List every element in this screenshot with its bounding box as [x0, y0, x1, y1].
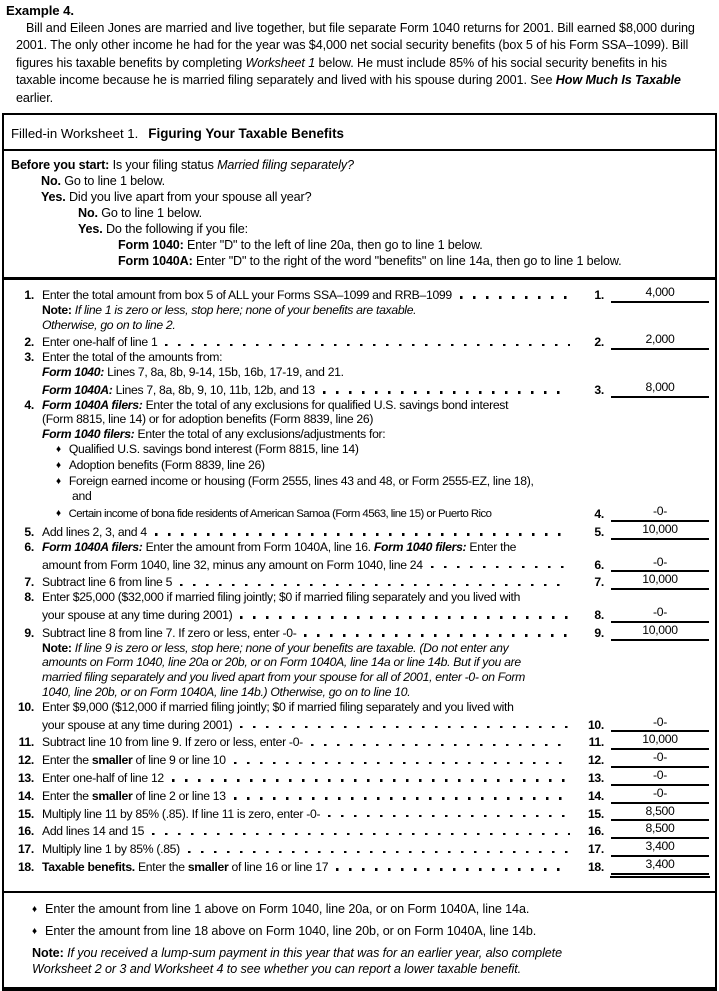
dot-leader — [460, 296, 570, 298]
text-segment: Yes. — [78, 222, 103, 237]
worksheet-row — [10, 732, 711, 750]
line-number: 7. — [24, 575, 34, 590]
before-row — [11, 173, 709, 189]
before-row — [11, 221, 709, 237]
row-text — [42, 608, 232, 623]
line-number: 3. — [24, 350, 34, 365]
worksheet-row — [10, 365, 711, 380]
dot-leader — [240, 616, 570, 618]
text-segment: Lines 7, 8a, 8b, 9-14, 15b, 16b, 17-19, and 21. — [104, 365, 344, 380]
before-row — [11, 237, 709, 253]
worksheet-row — [10, 555, 711, 573]
row-text — [42, 558, 423, 573]
text-segment: your spouse at any time during 2001) — [42, 717, 233, 732]
text-segment: No. — [41, 174, 61, 189]
text-segment: Subtract line 10 from line 9. If zero or less, enter -0- — [42, 735, 303, 750]
text-segment: your spouse at any time during 2001) — [42, 607, 233, 622]
line-number: 4. — [24, 397, 34, 412]
worksheet-row — [10, 655, 711, 670]
text-segment: Form 1040 filers: — [42, 427, 135, 442]
text-segment: Bill and Eileen Jones are married and live together, but file separate Form 1040 returns for 2001. Bill earned $8,000 during 2001. The only other income he had for the year was $4,000 net social security benefits (box 5 of his Form SSA–1099). Bill figures his taxable benefits by completing — [16, 21, 695, 70]
worksheet-row — [10, 750, 711, 768]
before-you-start-section — [4, 151, 715, 280]
row-text — [32, 945, 562, 961]
row-text — [11, 189, 311, 205]
example-section — [0, 0, 719, 107]
line-number: 14. — [17, 788, 34, 803]
row-text — [42, 474, 534, 490]
text-segment: Form 1040: — [42, 365, 105, 380]
worksheet-row — [10, 540, 711, 555]
worksheet-title-main: Figuring Your Taxable Benefits — [148, 126, 344, 142]
amount-value: -0- — [611, 605, 709, 623]
worksheet-title — [4, 115, 715, 151]
row-text — [42, 383, 315, 398]
amount-line-number: 11. — [588, 735, 604, 750]
worksheet-row — [10, 590, 711, 605]
worksheet-footer-section — [4, 893, 715, 987]
amount-value: 8,500 — [611, 821, 709, 839]
line-number: 16. — [17, 824, 34, 839]
text-segment: Enter the total of any exclusions/adjustments for: — [134, 427, 386, 442]
text-segment: of line 16 or line 17 — [228, 859, 329, 874]
text-segment: Enter the — [42, 788, 92, 803]
footer-row — [32, 901, 707, 918]
worksheet-row — [10, 685, 711, 700]
text-segment: Enter the — [466, 539, 517, 554]
before-row — [11, 157, 709, 173]
dot-leader — [240, 726, 570, 728]
worksheet-row — [10, 768, 711, 786]
bullet-icon: ♦ — [56, 508, 61, 520]
worksheet-row — [10, 670, 711, 685]
bullet-icon: ♦ — [56, 459, 61, 471]
text-segment: Yes. — [41, 190, 66, 205]
text-segment: Is your filing status — [109, 158, 218, 173]
dot-leader — [180, 584, 570, 586]
dot-leader — [336, 868, 570, 870]
text-segment: Go to line 1 below. — [97, 206, 202, 221]
row-text — [11, 253, 622, 269]
text-segment: Enter one-half of line 12 — [42, 770, 164, 785]
worksheet-row — [10, 427, 711, 442]
row-text — [42, 350, 222, 365]
example-paragraph — [16, 20, 710, 107]
dot-leader — [431, 566, 570, 568]
worksheet-lines-section — [4, 280, 715, 893]
amount-line-number: 1. — [594, 288, 604, 303]
worksheet-row — [10, 623, 711, 641]
row-text — [42, 590, 520, 605]
worksheet-row — [10, 332, 711, 350]
footer-row — [32, 923, 707, 940]
text-segment: Note: — [32, 945, 64, 960]
worksheet-row — [10, 715, 711, 733]
worksheet-row — [10, 303, 711, 318]
text-segment: Enter "D" to the right of the word "benefits" on line 14a, then go to line 1 below. — [192, 254, 622, 269]
amount-value: -0- — [611, 715, 709, 733]
row-text — [42, 842, 180, 857]
row-text — [42, 489, 91, 504]
bullet-icon: ♦ — [56, 475, 61, 487]
before-row — [11, 205, 709, 221]
worksheet-row — [10, 641, 711, 656]
worksheet-row — [10, 350, 711, 365]
worksheet-title-prefix: Filled-in Worksheet 1. — [11, 126, 139, 142]
text-segment: Married filing separately? — [217, 158, 354, 173]
row-text — [42, 824, 144, 839]
text-segment: Enter $25,000 ($32,000 if married filing jointly; $0 if married filing separately and you lived with — [42, 590, 521, 605]
line-number: 11. — [18, 735, 34, 750]
line-number: 9. — [24, 625, 34, 640]
text-segment: How Much Is Taxable — [555, 73, 681, 88]
text-segment: Note: — [42, 302, 72, 317]
worksheet-row — [10, 572, 711, 590]
worksheet-row — [10, 804, 711, 822]
amount-line-number: 15. — [587, 806, 604, 821]
text-segment: Lines 7, 8a, 8b, 9, 10, 11b, 12b, and 13 — [112, 382, 315, 397]
text-segment: Subtract line 8 from line 7. If zero or less, enter -0- — [42, 625, 297, 640]
row-text — [42, 670, 525, 685]
amount-line-number: 13. — [587, 770, 604, 785]
worksheet-row — [10, 504, 711, 522]
worksheet-row — [10, 458, 711, 474]
row-text — [42, 655, 521, 670]
amount-value: 3,400 — [611, 839, 709, 857]
text-segment: Enter the total amount from box 5 of ALL your Forms SSA–1099 and RRB–1099 — [42, 288, 452, 303]
row-text — [32, 901, 529, 918]
text-segment: Form 1040A filers: — [42, 397, 143, 412]
text-segment: Form 1040A filers: — [42, 539, 143, 554]
text-segment: 1040, line 20b, or on Form 1040A, line 14b.) Otherwise, go on to line 10. — [42, 684, 411, 699]
dot-leader — [172, 779, 570, 781]
text-segment: Do the following if you file: — [102, 222, 248, 237]
row-text — [42, 771, 164, 786]
text-segment: Qualified U.S. savings bond interest (Form 8815, line 14) — [68, 442, 359, 456]
text-segment: Form 1040 filers: — [373, 539, 467, 554]
text-segment: If line 9 is zero or less, stop here; none of your benefits are taxable. (Do not enter any — [71, 640, 509, 655]
worksheet-row — [10, 522, 711, 540]
amount-value: 8,000 — [611, 380, 709, 398]
row-text — [11, 237, 483, 253]
text-segment: Enter $9,000 ($12,000 if married filing jointly; $0 if married filing separately and you lived with — [42, 699, 514, 714]
amount-value: 3,400 — [611, 857, 709, 875]
worksheet-row — [10, 412, 711, 427]
amount-value: 10,000 — [611, 572, 709, 590]
row-text — [11, 157, 354, 173]
line-number: 5. — [24, 524, 34, 539]
text-segment: Worksheet 2 or 3 and Worksheet 4 to see whether you can report a lower taxable benefit. — [32, 961, 522, 976]
text-segment: Enter the amount from line 1 above on Form 1040, line 20a, or on Form 1040A, line 14a. — [45, 901, 530, 916]
worksheet-row — [10, 285, 711, 303]
amount-line-number: 18. — [587, 859, 604, 874]
line-number: 2. — [24, 335, 34, 350]
bullet-icon: ♦ — [32, 903, 38, 915]
dot-leader — [323, 391, 570, 393]
amount-value: -0- — [611, 786, 709, 804]
text-segment: If you received a lump-sum payment in this year that was for an earlier year, also complete — [63, 945, 562, 960]
row-text — [42, 365, 344, 380]
worksheet-row — [10, 474, 711, 490]
row-text — [42, 525, 147, 540]
amount-line-number: 9. — [594, 625, 604, 640]
text-segment: (Form 8815, line 14) or for adoption benefits (Form 8839, line 26) — [42, 412, 374, 427]
text-segment: Multiply line 1 by 85% (.85) — [42, 842, 180, 857]
amount-line-number: 2. — [594, 335, 604, 350]
row-text — [42, 753, 226, 768]
amount-line-number: 5. — [594, 524, 604, 539]
text-segment: Certain income of bona fide residents of American Samoa (Form 4563, line 15) or Puerto Rico — [68, 508, 492, 521]
worksheet-row — [10, 857, 711, 875]
row-text — [42, 442, 359, 458]
worksheet-row — [10, 700, 711, 715]
row-text — [42, 641, 508, 656]
line-number: 13. — [17, 770, 34, 785]
line-number: 17. — [17, 842, 34, 857]
row-text — [42, 807, 320, 822]
text-segment: smaller — [91, 753, 133, 768]
worksheet-row — [10, 442, 711, 458]
amount-value: 10,000 — [611, 522, 709, 540]
row-text — [42, 735, 303, 750]
dot-leader — [328, 815, 570, 817]
dot-leader — [188, 851, 570, 853]
row-text — [42, 700, 514, 715]
amount-value: -0- — [611, 768, 709, 786]
amount-value: 2,000 — [611, 332, 709, 350]
before-row — [11, 253, 709, 269]
worksheet-row — [10, 398, 711, 413]
text-segment: Add lines 2, 3, and 4 — [42, 524, 147, 539]
text-segment: Did you live apart from your spouse all year? — [65, 190, 312, 205]
text-segment: Worksheet 1 — [245, 55, 316, 70]
worksheet-row — [10, 821, 711, 839]
amount-value: 4,000 — [611, 285, 709, 303]
amount-line-number: 4. — [594, 507, 604, 522]
dot-leader — [165, 344, 570, 346]
worksheet-row — [10, 839, 711, 857]
dot-leader — [155, 533, 570, 535]
line-number: 1. — [24, 288, 34, 303]
text-segment: Form 1040A: — [118, 254, 193, 269]
row-text — [42, 398, 508, 413]
text-segment: Adoption benefits (Form 8839, line 26) — [68, 457, 265, 472]
row-text — [42, 575, 172, 590]
before-row — [11, 189, 709, 205]
amount-line-number: 3. — [594, 382, 604, 397]
text-segment: If line 1 is zero or less, stop here; none of your benefits are taxable. — [71, 302, 417, 317]
amount-line-number: 7. — [594, 575, 604, 590]
dot-leader — [234, 797, 570, 799]
bullet-icon: ♦ — [56, 444, 61, 455]
row-text — [42, 540, 516, 555]
text-segment: Taxable benefits. — [42, 859, 135, 874]
text-segment: Enter the total of any exclusions for qualified U.S. savings bond interest — [142, 397, 509, 412]
amount-value: -0- — [611, 555, 709, 573]
row-text — [42, 860, 328, 875]
amount-line-number: 14. — [587, 788, 604, 803]
text-segment: amounts on Form 1040, line 20a or 20b, or on Form 1040A, line 14a or line 14b. But if you are — [42, 655, 521, 670]
text-segment: Enter the total of the amounts from: — [42, 350, 223, 365]
text-segment: Enter the — [134, 859, 188, 874]
worksheet-row — [10, 786, 711, 804]
text-segment: Add lines 14 and 15 — [42, 824, 145, 839]
text-segment: Enter the amount from line 18 above on Form 1040, line 20b, or on Form 1040A, line 14b. — [45, 923, 537, 938]
text-segment: Note: — [42, 640, 72, 655]
dot-leader — [234, 762, 570, 764]
row-text — [42, 412, 373, 427]
worksheet-row — [10, 605, 711, 623]
amount-line-number: 6. — [594, 557, 604, 572]
line-number: 15. — [17, 806, 34, 821]
amount-line-number: 16. — [587, 824, 604, 839]
amount-line-number: 12. — [587, 753, 604, 768]
row-text — [42, 318, 176, 333]
text-segment: Form 1040A: — [42, 382, 113, 397]
text-segment: Foreign earned income or housing (Form 2555, lines 43 and 48, or Form 2555-EZ, line 18), — [68, 473, 534, 488]
amount-value: 10,000 — [611, 623, 709, 641]
row-text — [32, 923, 536, 940]
text-segment: smaller — [91, 788, 133, 803]
bullet-icon: ♦ — [32, 925, 38, 937]
line-number: 8. — [24, 590, 34, 605]
dot-leader — [311, 744, 570, 746]
worksheet-box — [2, 113, 717, 991]
row-text — [42, 789, 226, 804]
row-text — [42, 626, 296, 641]
text-segment: Otherwise, go on to line 2. — [42, 317, 176, 332]
worksheet-row — [10, 489, 711, 504]
row-text — [11, 173, 165, 189]
amount-line-number: 10. — [587, 717, 604, 732]
dot-leader — [304, 634, 570, 636]
line-number: 18. — [17, 859, 34, 874]
worksheet-row — [10, 380, 711, 398]
line-number: 6. — [24, 539, 34, 554]
text-segment: earlier. — [16, 90, 53, 105]
text-segment: Multiply line 11 by 85% (.85). If line 11 is zero, enter -0- — [42, 806, 321, 821]
amount-value: 10,000 — [611, 732, 709, 750]
row-text — [42, 685, 410, 700]
text-segment: married filing separately and you lived apart from your spouse for all of 2001, enter -0- on Form — [42, 670, 526, 685]
row-text — [42, 718, 232, 733]
row-text — [42, 303, 416, 318]
text-segment: Enter one-half of line 1 — [42, 335, 158, 350]
text-segment: of line 2 or line 13 — [132, 788, 226, 803]
row-text — [42, 335, 157, 350]
row-text — [11, 221, 248, 237]
dot-leader — [152, 833, 570, 835]
line-number: 10. — [17, 699, 34, 714]
footer-row — [32, 961, 707, 977]
row-text — [42, 458, 265, 474]
text-segment: Enter the amount from Form 1040A, line 16. — [142, 539, 374, 554]
amount-line-number: 8. — [594, 607, 604, 622]
example-heading: Example 4. — [6, 3, 74, 18]
text-segment: Subtract line 6 from line 5 — [42, 575, 173, 590]
row-text — [42, 288, 452, 303]
text-segment: Form 1040: — [118, 238, 184, 253]
amount-value: -0- — [611, 750, 709, 768]
footer-row — [32, 945, 707, 961]
row-text — [11, 205, 202, 221]
amount-line-number: 17. — [587, 842, 604, 857]
text-segment: below. He must include 85% of his social security benefits in his taxable income because he is married filing separately and lived with his spouse during 2001. See — [16, 55, 667, 88]
text-segment: No. — [78, 206, 98, 221]
row-text — [42, 507, 491, 522]
text-segment: smaller — [187, 859, 229, 874]
text-segment: Go to line 1 below. — [60, 174, 165, 189]
amount-value: 8,500 — [611, 804, 709, 822]
worksheet-row — [10, 318, 711, 333]
text-segment: Before you start: — [11, 158, 110, 173]
text-segment: and — [72, 489, 92, 504]
text-segment: Enter the — [42, 753, 92, 768]
row-text — [42, 427, 385, 442]
row-text — [32, 961, 521, 977]
text-segment: amount from Form 1040, line 32, minus any amount on Form 1040, line 24 — [42, 557, 423, 572]
text-segment: of line 9 or line 10 — [132, 753, 226, 768]
amount-value: -0- — [611, 504, 709, 522]
text-segment: Enter "D" to the left of line 20a, then go to line 1 below. — [183, 238, 483, 253]
line-number: 12. — [17, 753, 34, 768]
